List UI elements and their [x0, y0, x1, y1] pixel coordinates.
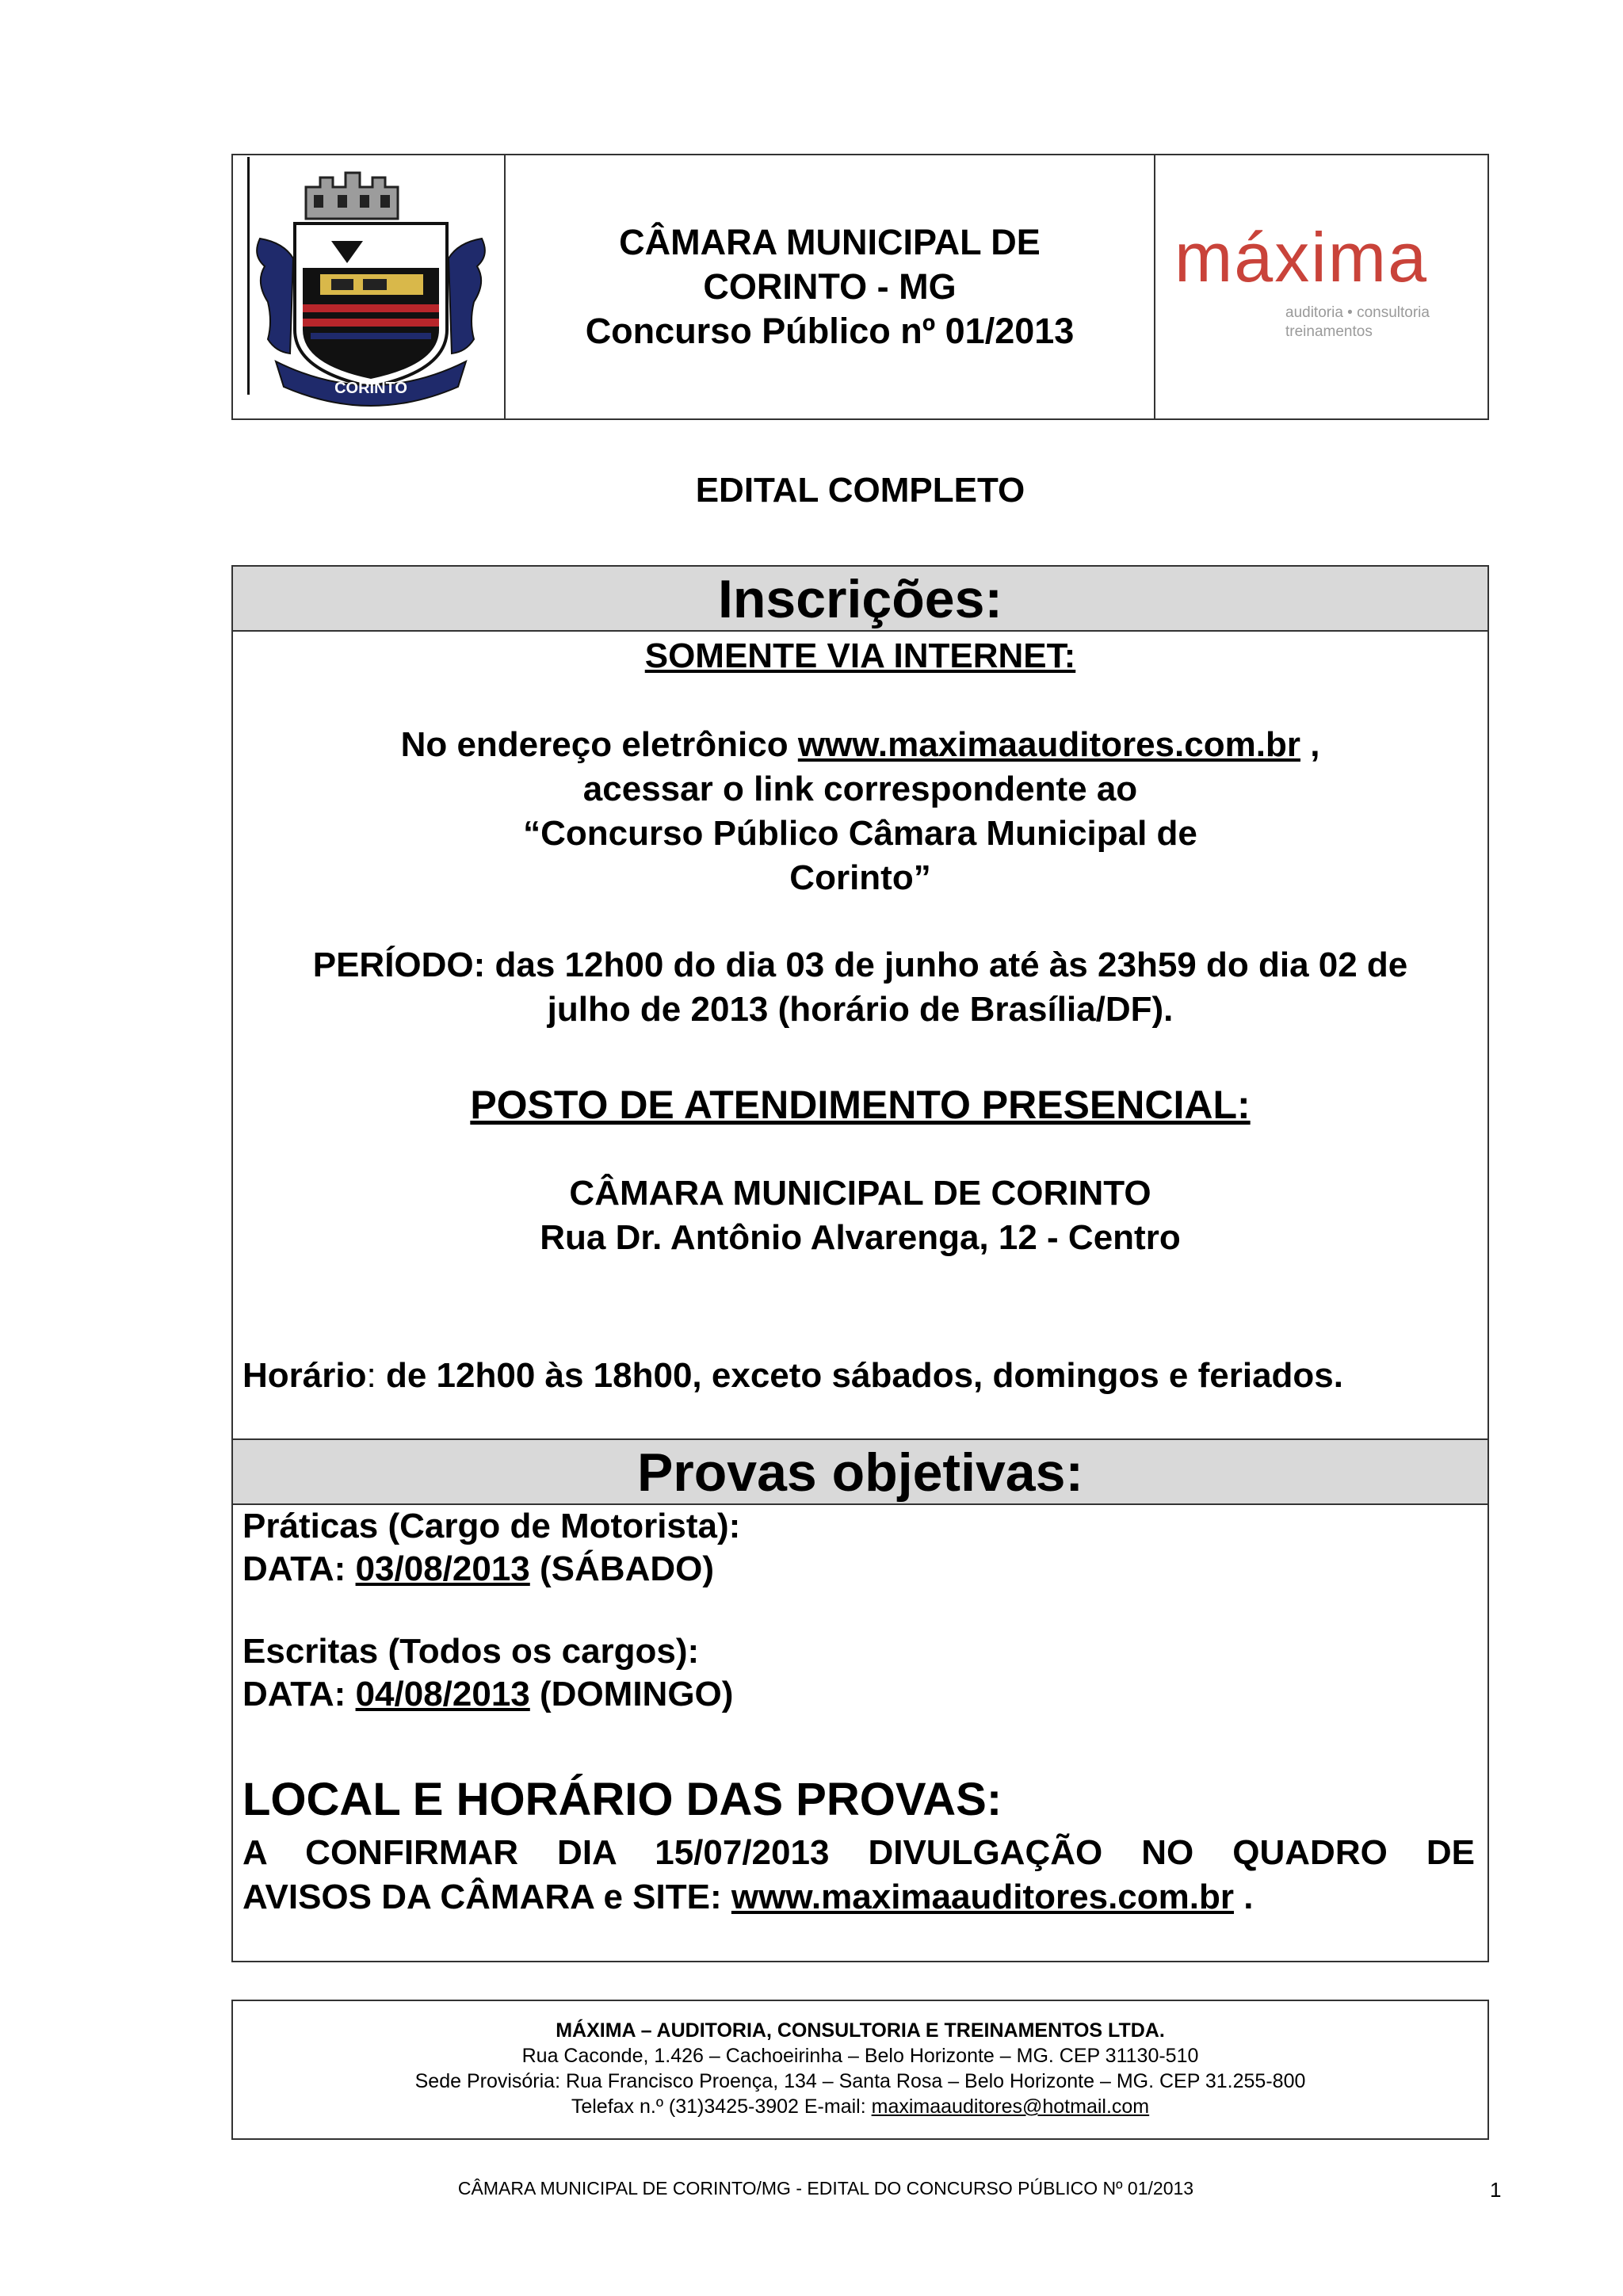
address-line	[233, 725, 1487, 765]
posto-address: Rua Dr. Antônio Alvarenga, 12 - Centro	[540, 1218, 1181, 1257]
maxima-logo	[1155, 155, 1487, 418]
page-footer: CÂMARA MUNICIPAL DE CORINTO/MG - EDITAL DO CONCURSO PÚBLICO Nº 01/2013	[457, 2178, 1194, 2199]
header-title-line3: Concurso Público nº 01/2013	[585, 311, 1075, 351]
maxima-logo-tagline2: treinamentos	[1285, 323, 1373, 340]
praticas-date: 03/08/2013	[355, 1549, 530, 1588]
footer-address2: Sede Provisória: Rua Francisco Proença, 134 – Santa Rosa – Belo Horizonte – MG. CEP 31.255-800	[414, 2070, 1306, 2092]
posto-heading: POSTO DE ATENDIMENTO PRESENCIAL:	[470, 1083, 1251, 1127]
provas-heading: Provas objetivas:	[233, 1440, 1487, 1505]
inscricoes-heading: Inscrições:	[233, 567, 1487, 632]
horario-colon: :	[366, 1356, 376, 1395]
confirm-line2	[242, 1878, 1253, 1917]
local-heading: LOCAL E HORÁRIO DAS PROVAS:	[242, 1774, 1002, 1825]
confirm-website-link[interactable]: www.maximaauditores.com.br	[731, 1878, 1234, 1916]
horario-label: Horário	[242, 1356, 367, 1395]
praticas-data-label: DATA:	[242, 1549, 346, 1588]
internet-heading: SOMENTE VIA INTERNET:	[644, 636, 1076, 675]
edital-title: EDITAL COMPLETO	[695, 471, 1025, 510]
company-footer	[231, 2000, 1489, 2140]
confirm-line1: A CONFIRMAR DIA 15/07/2013 DIVULGAÇÃO NO QUADRO DE	[242, 1833, 1475, 1872]
escritas-label: Escritas (Todos os cargos):	[242, 1632, 700, 1671]
main-box	[231, 565, 1489, 1962]
horario-text: de 12h00 às 18h00, exceto sábados, domingos e feriados.	[385, 1356, 1343, 1395]
praticas-date-line	[242, 1549, 714, 1589]
address-suffix: ,	[1310, 725, 1320, 764]
period-line2: julho de 2013 (horário de Brasília/DF).	[547, 990, 1174, 1029]
escritas-data-label: DATA:	[242, 1675, 346, 1713]
header-title-line1: CÂMARA MUNICIPAL DE	[619, 222, 1041, 262]
praticas-label: Práticas (Cargo de Motorista):	[242, 1507, 741, 1545]
contest-name-line2: Corinto”	[789, 858, 931, 897]
footer-address1: Rua Caconde, 1.426 – Cachoeirinha – Belo Horizonte – MG. CEP 31130-510	[521, 2045, 1199, 2067]
header-title-line2: CORINTO - MG	[703, 266, 957, 307]
maxima-website-link[interactable]: www.maximaauditores.com.br	[797, 725, 1300, 764]
maxima-logo-tagline1: auditoria • consultoria	[1285, 304, 1430, 321]
footer-email-link[interactable]: maximaauditores@hotmail.com	[871, 2095, 1150, 2118]
escritas-date-line	[242, 1675, 733, 1714]
escritas-day: (DOMINGO)	[540, 1675, 734, 1713]
corinto-crest-icon	[244, 163, 498, 409]
posto-name: CÂMARA MUNICIPAL DE CORINTO	[569, 1174, 1151, 1213]
confirm-suffix: .	[1243, 1878, 1254, 1916]
footer-contact-prefix: Telefax n.º (31)3425-3902 E-mail:	[571, 2095, 866, 2118]
page-number: 1	[1490, 2178, 1502, 2202]
logo-cell	[233, 155, 506, 418]
footer-company: MÁXIMA – AUDITORIA, CONSULTORIA E TREINAMENTOS LTDA.	[556, 2019, 1165, 2042]
header-title	[506, 155, 1155, 418]
link-instruction: acessar o link correspondente ao	[582, 770, 1138, 808]
period-line1: PERÍODO: das 12h00 do dia 03 de junho até às 23h59 do dia 02 de	[312, 946, 1408, 984]
escritas-date: 04/08/2013	[355, 1675, 530, 1713]
confirm-prefix: AVISOS DA CÂMARA e SITE:	[242, 1878, 722, 1916]
contest-name-line1: “Concurso Público Câmara Municipal de	[523, 814, 1197, 853]
crest-text: CORINTO	[334, 380, 407, 397]
footer-contact	[233, 2094, 1487, 2119]
address-prefix: No endereço eletrônico	[400, 725, 789, 764]
maxima-logo-name: máxima	[1174, 218, 1429, 296]
praticas-day: (SÁBADO)	[540, 1549, 714, 1588]
header-box	[231, 154, 1489, 420]
horario-line	[242, 1356, 1343, 1396]
